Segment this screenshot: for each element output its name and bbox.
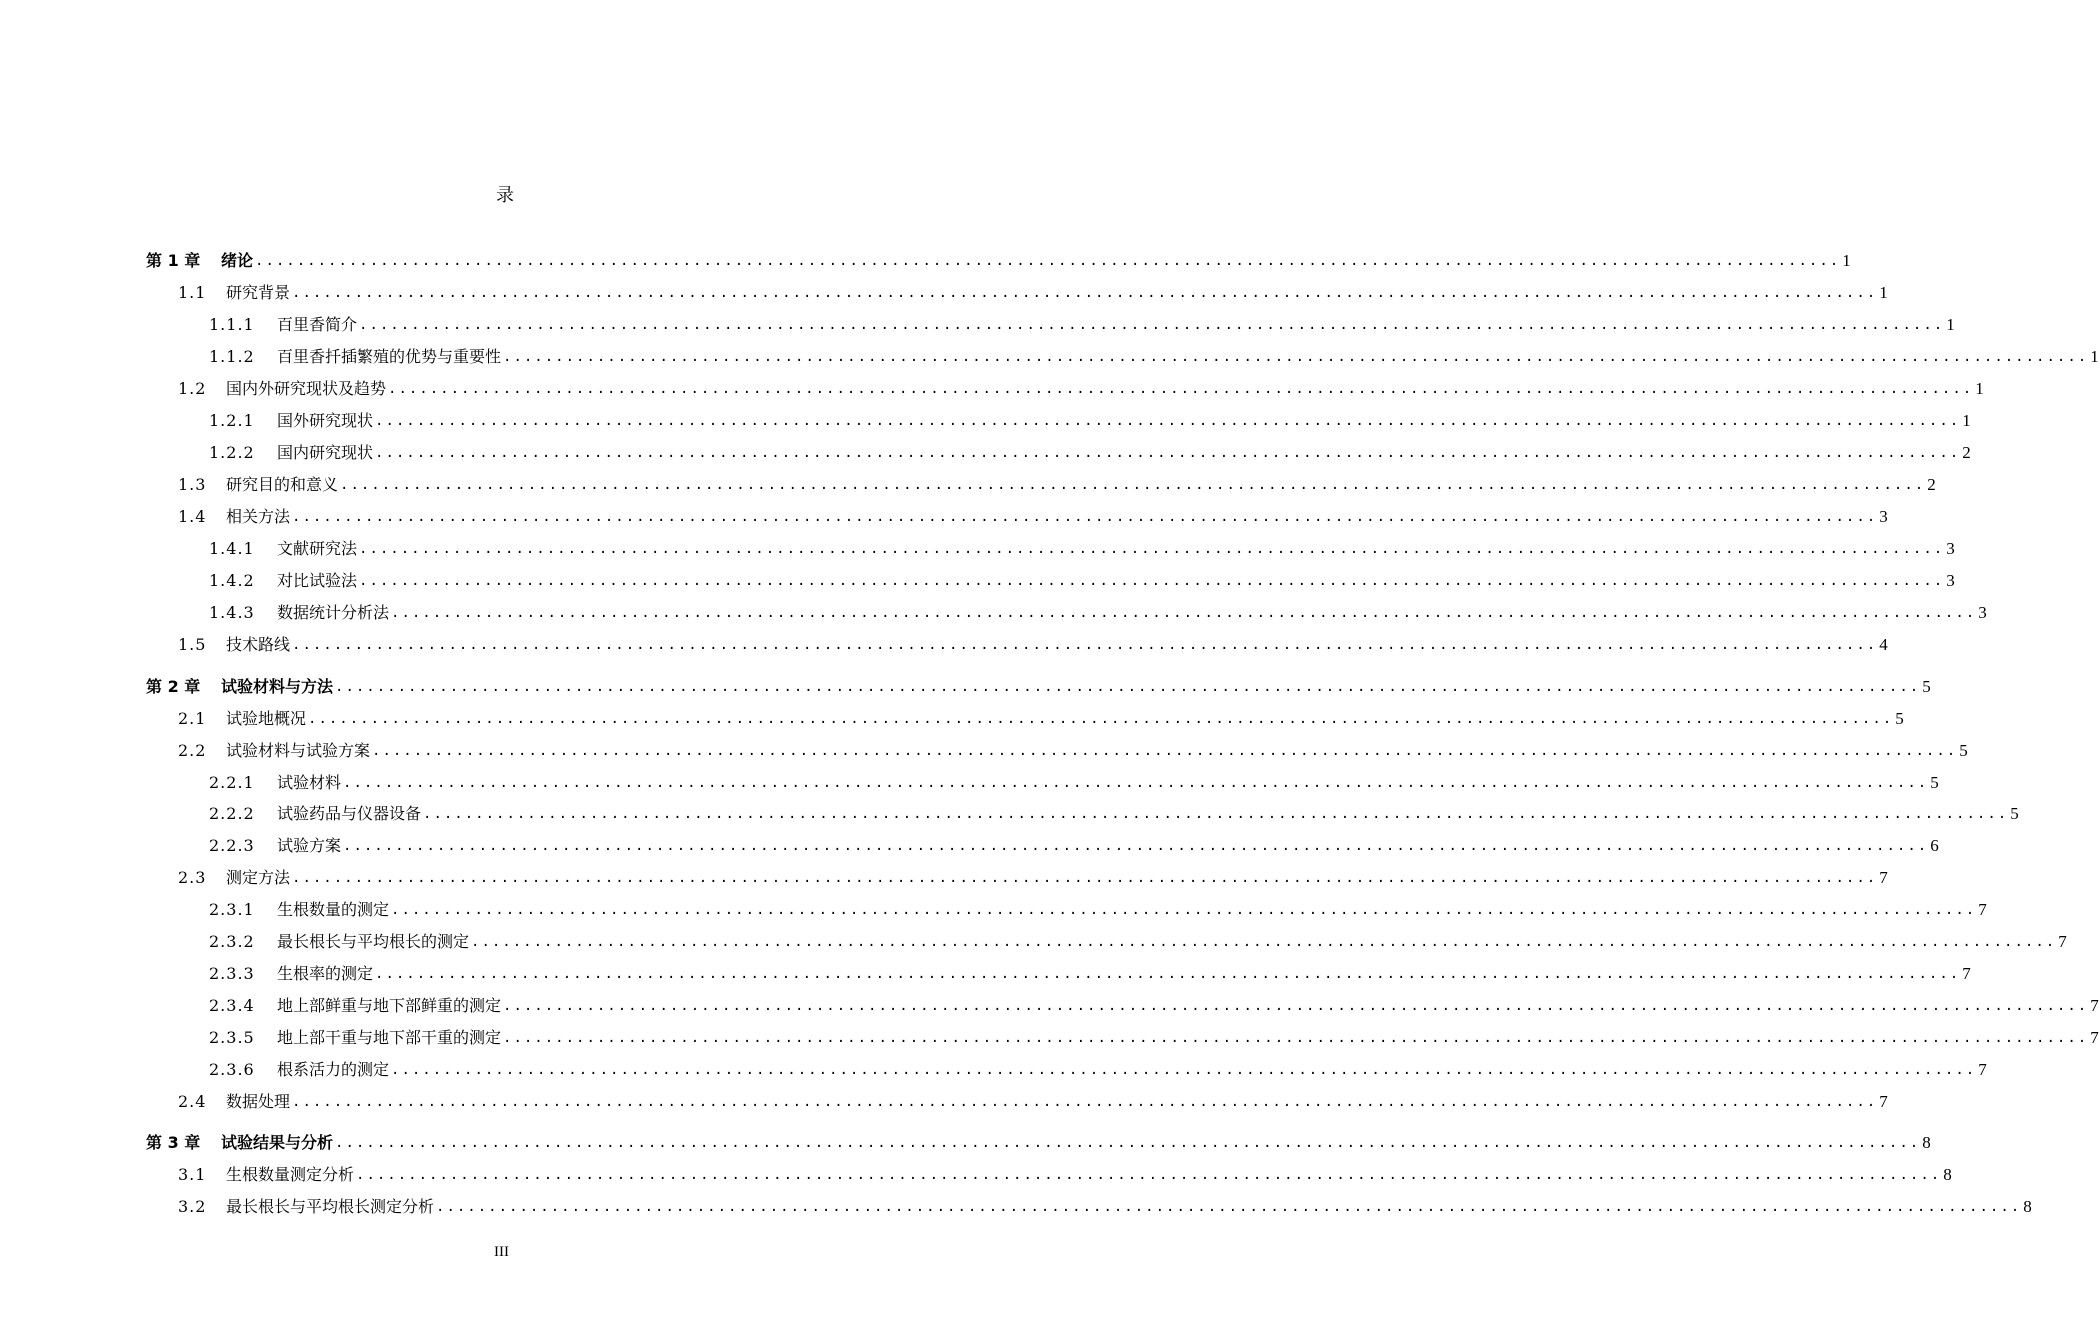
- page-title: 录: [496, 185, 514, 206]
- toc-entry[interactable]: [0, 568, 1955, 592]
- toc-leader-dots: ........................................................................................................................................................: [292, 637, 1878, 653]
- toc-entry-number: 2.2.2: [209, 804, 255, 823]
- toc-entry-label: 研究目的和意义: [226, 475, 339, 494]
- toc-page-number: 1: [1842, 251, 1851, 270]
- toc-leader-dots: ........................................................................................................................................................: [343, 838, 1929, 854]
- toc-leader-dots: ........................................................................................................................................................: [308, 711, 1894, 727]
- toc-entry-number: 1.3: [178, 475, 207, 494]
- toc-page-number: 7: [2090, 1028, 2099, 1047]
- toc-page-number: 1: [1962, 411, 1971, 430]
- toc-page-number: 7: [2090, 996, 2099, 1015]
- toc-entry-label: 试验材料与方法: [221, 677, 334, 696]
- toc-page-number: 8: [1922, 1133, 1931, 1152]
- toc-leader-dots: ........................................................................................................................................................: [471, 934, 2057, 950]
- toc-page-number: 7: [1879, 1092, 1888, 1111]
- toc-leader-dots: ........................................................................................................................................................: [292, 509, 1878, 525]
- toc-entry-label: 地上部干重与地下部干重的测定: [277, 1028, 502, 1047]
- toc-leader-dots: ........................................................................................................................................................: [503, 349, 2089, 365]
- toc-entry[interactable]: [0, 536, 1955, 560]
- toc-entry-number: 第 1 章: [146, 251, 201, 270]
- toc-entry-label: 国内研究现状: [277, 443, 374, 462]
- toc-entry-number: 2.3.1: [209, 900, 255, 919]
- toc-entry-label: 百里香简介: [277, 315, 358, 334]
- toc-leader-dots: ........................................................................................................................................................: [372, 743, 1958, 759]
- toc-page-number: 1: [1879, 283, 1888, 302]
- toc-entry[interactable]: [0, 408, 1971, 432]
- toc-entry-label: 测定方法: [226, 868, 291, 887]
- toc-page-number: 5: [1930, 773, 1939, 792]
- toc-entry[interactable]: [0, 897, 1987, 921]
- toc-leader-dots: ........................................................................................................................................................: [391, 605, 1977, 621]
- toc-entry-label: 百里香扦插繁殖的优势与重要性: [277, 347, 502, 366]
- toc-entry-label: 最长根长与平均根长的测定: [277, 932, 470, 951]
- toc-page-number: 4: [1879, 635, 1888, 654]
- toc-entry-label: 试验结果与分析: [221, 1133, 334, 1152]
- toc-entry[interactable]: [0, 440, 1971, 464]
- toc-leader-dots: ........................................................................................................................................................: [292, 870, 1878, 886]
- toc-leader-dots: ........................................................................................................................................................: [335, 679, 1921, 695]
- toc-entry-label: 试验方案: [277, 836, 342, 855]
- toc-leader-dots: ........................................................................................................................................................: [343, 775, 1929, 791]
- toc-page-number: 8: [2023, 1197, 2032, 1216]
- toc-page-number: 7: [1978, 1060, 1987, 1079]
- toc-entry-label: 国内外研究现状及趋势: [226, 379, 387, 398]
- toc-entry-label: 最长根长与平均根长测定分析: [226, 1197, 435, 1216]
- toc-entry[interactable]: [0, 770, 1939, 794]
- toc-leader-dots: ........................................................................................................................................................: [292, 285, 1878, 301]
- toc-entry[interactable]: [0, 1162, 1952, 1186]
- toc-entry-label: 对比试验法: [277, 571, 358, 590]
- toc-entry-number: 1.4.3: [209, 603, 255, 622]
- toc-entry-label: 试验材料与试验方案: [226, 741, 371, 760]
- toc-entry[interactable]: [0, 993, 2099, 1017]
- toc-leader-dots: ........................................................................................................................................................: [436, 1199, 2022, 1215]
- toc-entry[interactable]: [0, 1130, 1931, 1154]
- toc-entry[interactable]: [0, 248, 1851, 272]
- toc-leader-dots: ........................................................................................................................................................: [359, 573, 1945, 589]
- toc-entry-number: 3.1: [178, 1165, 207, 1184]
- toc-entry-number: 1.1: [178, 283, 207, 302]
- page-number: III: [494, 1244, 509, 1260]
- toc-entry-number: 3.2: [178, 1197, 207, 1216]
- toc-entry[interactable]: [0, 344, 2099, 368]
- toc-page-number: 2: [1927, 475, 1936, 494]
- toc-entry[interactable]: [0, 706, 1904, 730]
- toc-entry[interactable]: [0, 1025, 2099, 1049]
- toc-page-number: 8: [1943, 1165, 1952, 1184]
- toc-entry-number: 1.5: [178, 635, 207, 654]
- toc-leader-dots: ........................................................................................................................................................: [359, 317, 1945, 333]
- toc-entry-label: 国外研究现状: [277, 411, 374, 430]
- toc-leader-dots: ........................................................................................................................................................: [503, 1030, 2089, 1046]
- toc-entry-number: 2.3.6: [209, 1060, 255, 1079]
- toc-entry-number: 2.3.5: [209, 1028, 255, 1047]
- toc-entry-label: 技术路线: [226, 635, 291, 654]
- toc-entry-number: 2.3.3: [209, 964, 255, 983]
- toc-page-number: 2: [1962, 443, 1971, 462]
- toc-leader-dots: ........................................................................................................................................................: [391, 902, 1977, 918]
- toc-entry-label: 试验材料: [277, 773, 342, 792]
- toc-entry-number: 1.2: [178, 379, 207, 398]
- toc-leader-dots: ........................................................................................................................................................: [335, 1135, 1921, 1151]
- toc-entry[interactable]: [0, 833, 1939, 857]
- toc-entry[interactable]: [0, 632, 1888, 656]
- toc-entry-label: 数据统计分析法: [277, 603, 390, 622]
- toc-entry[interactable]: [0, 312, 1955, 336]
- toc-entry-number: 2.2.3: [209, 836, 255, 855]
- toc-entry[interactable]: [0, 674, 1931, 698]
- toc-entry-number: 2.2.1: [209, 773, 255, 792]
- toc-entry-number: 2.4: [178, 1092, 207, 1111]
- toc-page-number: 1: [2090, 347, 2099, 366]
- toc-leader-dots: ........................................................................................................................................................: [503, 998, 2089, 1014]
- toc-page-number: 5: [2010, 804, 2019, 823]
- toc-entry[interactable]: [0, 1057, 1987, 1081]
- toc-leader-dots: ........................................................................................................................................................: [340, 477, 1926, 493]
- toc-entry[interactable]: [0, 929, 2067, 953]
- toc-leader-dots: ........................................................................................................................................................: [292, 1094, 1878, 1110]
- toc-page-number: 3: [1946, 571, 1955, 590]
- toc-entry-label: 试验药品与仪器设备: [277, 804, 422, 823]
- toc-entry-label: 数据处理: [226, 1092, 291, 1111]
- toc-leader-dots: ........................................................................................................................................................: [375, 413, 1961, 429]
- toc-entry[interactable]: [0, 865, 1888, 889]
- toc-leader-dots: ........................................................................................................................................................: [255, 253, 1841, 269]
- toc-entry-label: 生根数量测定分析: [226, 1165, 355, 1184]
- toc-page-number: 7: [2058, 932, 2067, 951]
- toc-page-number: 5: [1959, 741, 1968, 760]
- toc-leader-dots: ........................................................................................................................................................: [375, 445, 1961, 461]
- toc-entry-label: 试验地概况: [226, 709, 307, 728]
- toc-entry-number: 第 3 章: [146, 1133, 201, 1152]
- toc-entry-number: 第 2 章: [146, 677, 201, 696]
- toc-page-number: 5: [1922, 677, 1931, 696]
- toc-entry-number: 2.3.2: [209, 932, 255, 951]
- toc-page-number: 7: [1978, 900, 1987, 919]
- toc-page-number: 3: [1978, 603, 1987, 622]
- toc-entry[interactable]: [0, 504, 1888, 528]
- toc-entry-number: 2.3.4: [209, 996, 255, 1015]
- toc-entry-label: 绪论: [221, 251, 254, 270]
- toc-page-number: 3: [1946, 539, 1955, 558]
- toc-entry[interactable]: [0, 600, 1987, 624]
- toc-entry-label: 生根数量的测定: [277, 900, 390, 919]
- toc-entry[interactable]: [0, 280, 1888, 304]
- toc-entry-number: 1.4.2: [209, 571, 255, 590]
- toc-entry[interactable]: [0, 1089, 1888, 1113]
- toc-leader-dots: ........................................................................................................................................................: [359, 541, 1945, 557]
- toc-entry-number: 2.1: [178, 709, 207, 728]
- toc-entry[interactable]: [0, 376, 1984, 400]
- toc-entry-label: 根系活力的测定: [277, 1060, 390, 1079]
- toc-entry-number: 1.4.1: [209, 539, 255, 558]
- toc-page-number: 5: [1895, 709, 1904, 728]
- toc-leader-dots: ........................................................................................................................................................: [423, 806, 2009, 822]
- toc-page-number: 1: [1946, 315, 1955, 334]
- toc-entry-label: 相关方法: [226, 507, 291, 526]
- toc-entry-label: 生根率的测定: [277, 964, 374, 983]
- toc-entry-label: 文献研究法: [277, 539, 358, 558]
- toc-entry[interactable]: [0, 472, 1936, 496]
- toc-entry-number: 2.2: [178, 741, 207, 760]
- toc-entry[interactable]: [0, 961, 1971, 985]
- toc-leader-dots: ........................................................................................................................................................: [356, 1167, 1942, 1183]
- toc-entry-number: 1.1.1: [209, 315, 255, 334]
- toc-page-number: 3: [1879, 507, 1888, 526]
- toc-entry[interactable]: [0, 801, 2019, 825]
- toc-entry-label: 研究背景: [226, 283, 291, 302]
- toc-leader-dots: ........................................................................................................................................................: [391, 1062, 1977, 1078]
- toc-leader-dots: ........................................................................................................................................................: [375, 966, 1961, 982]
- toc-leader-dots: ........................................................................................................................................................: [388, 381, 1974, 397]
- toc-page-number: 7: [1879, 868, 1888, 887]
- toc-page-number: 1: [1975, 379, 1984, 398]
- toc-page-number: 7: [1962, 964, 1971, 983]
- toc-entry[interactable]: [0, 1194, 2032, 1218]
- toc-entry-number: 1.1.2: [209, 347, 255, 366]
- toc-entry-number: 1.4: [178, 507, 207, 526]
- toc-entry[interactable]: [0, 738, 1968, 762]
- toc-entry-number: 1.2.2: [209, 443, 255, 462]
- toc-entry-number: 2.3: [178, 868, 207, 887]
- toc-page-number: 6: [1930, 836, 1939, 855]
- toc-entry-label: 地上部鲜重与地下部鲜重的测定: [277, 996, 502, 1015]
- toc-entry-number: 1.2.1: [209, 411, 255, 430]
